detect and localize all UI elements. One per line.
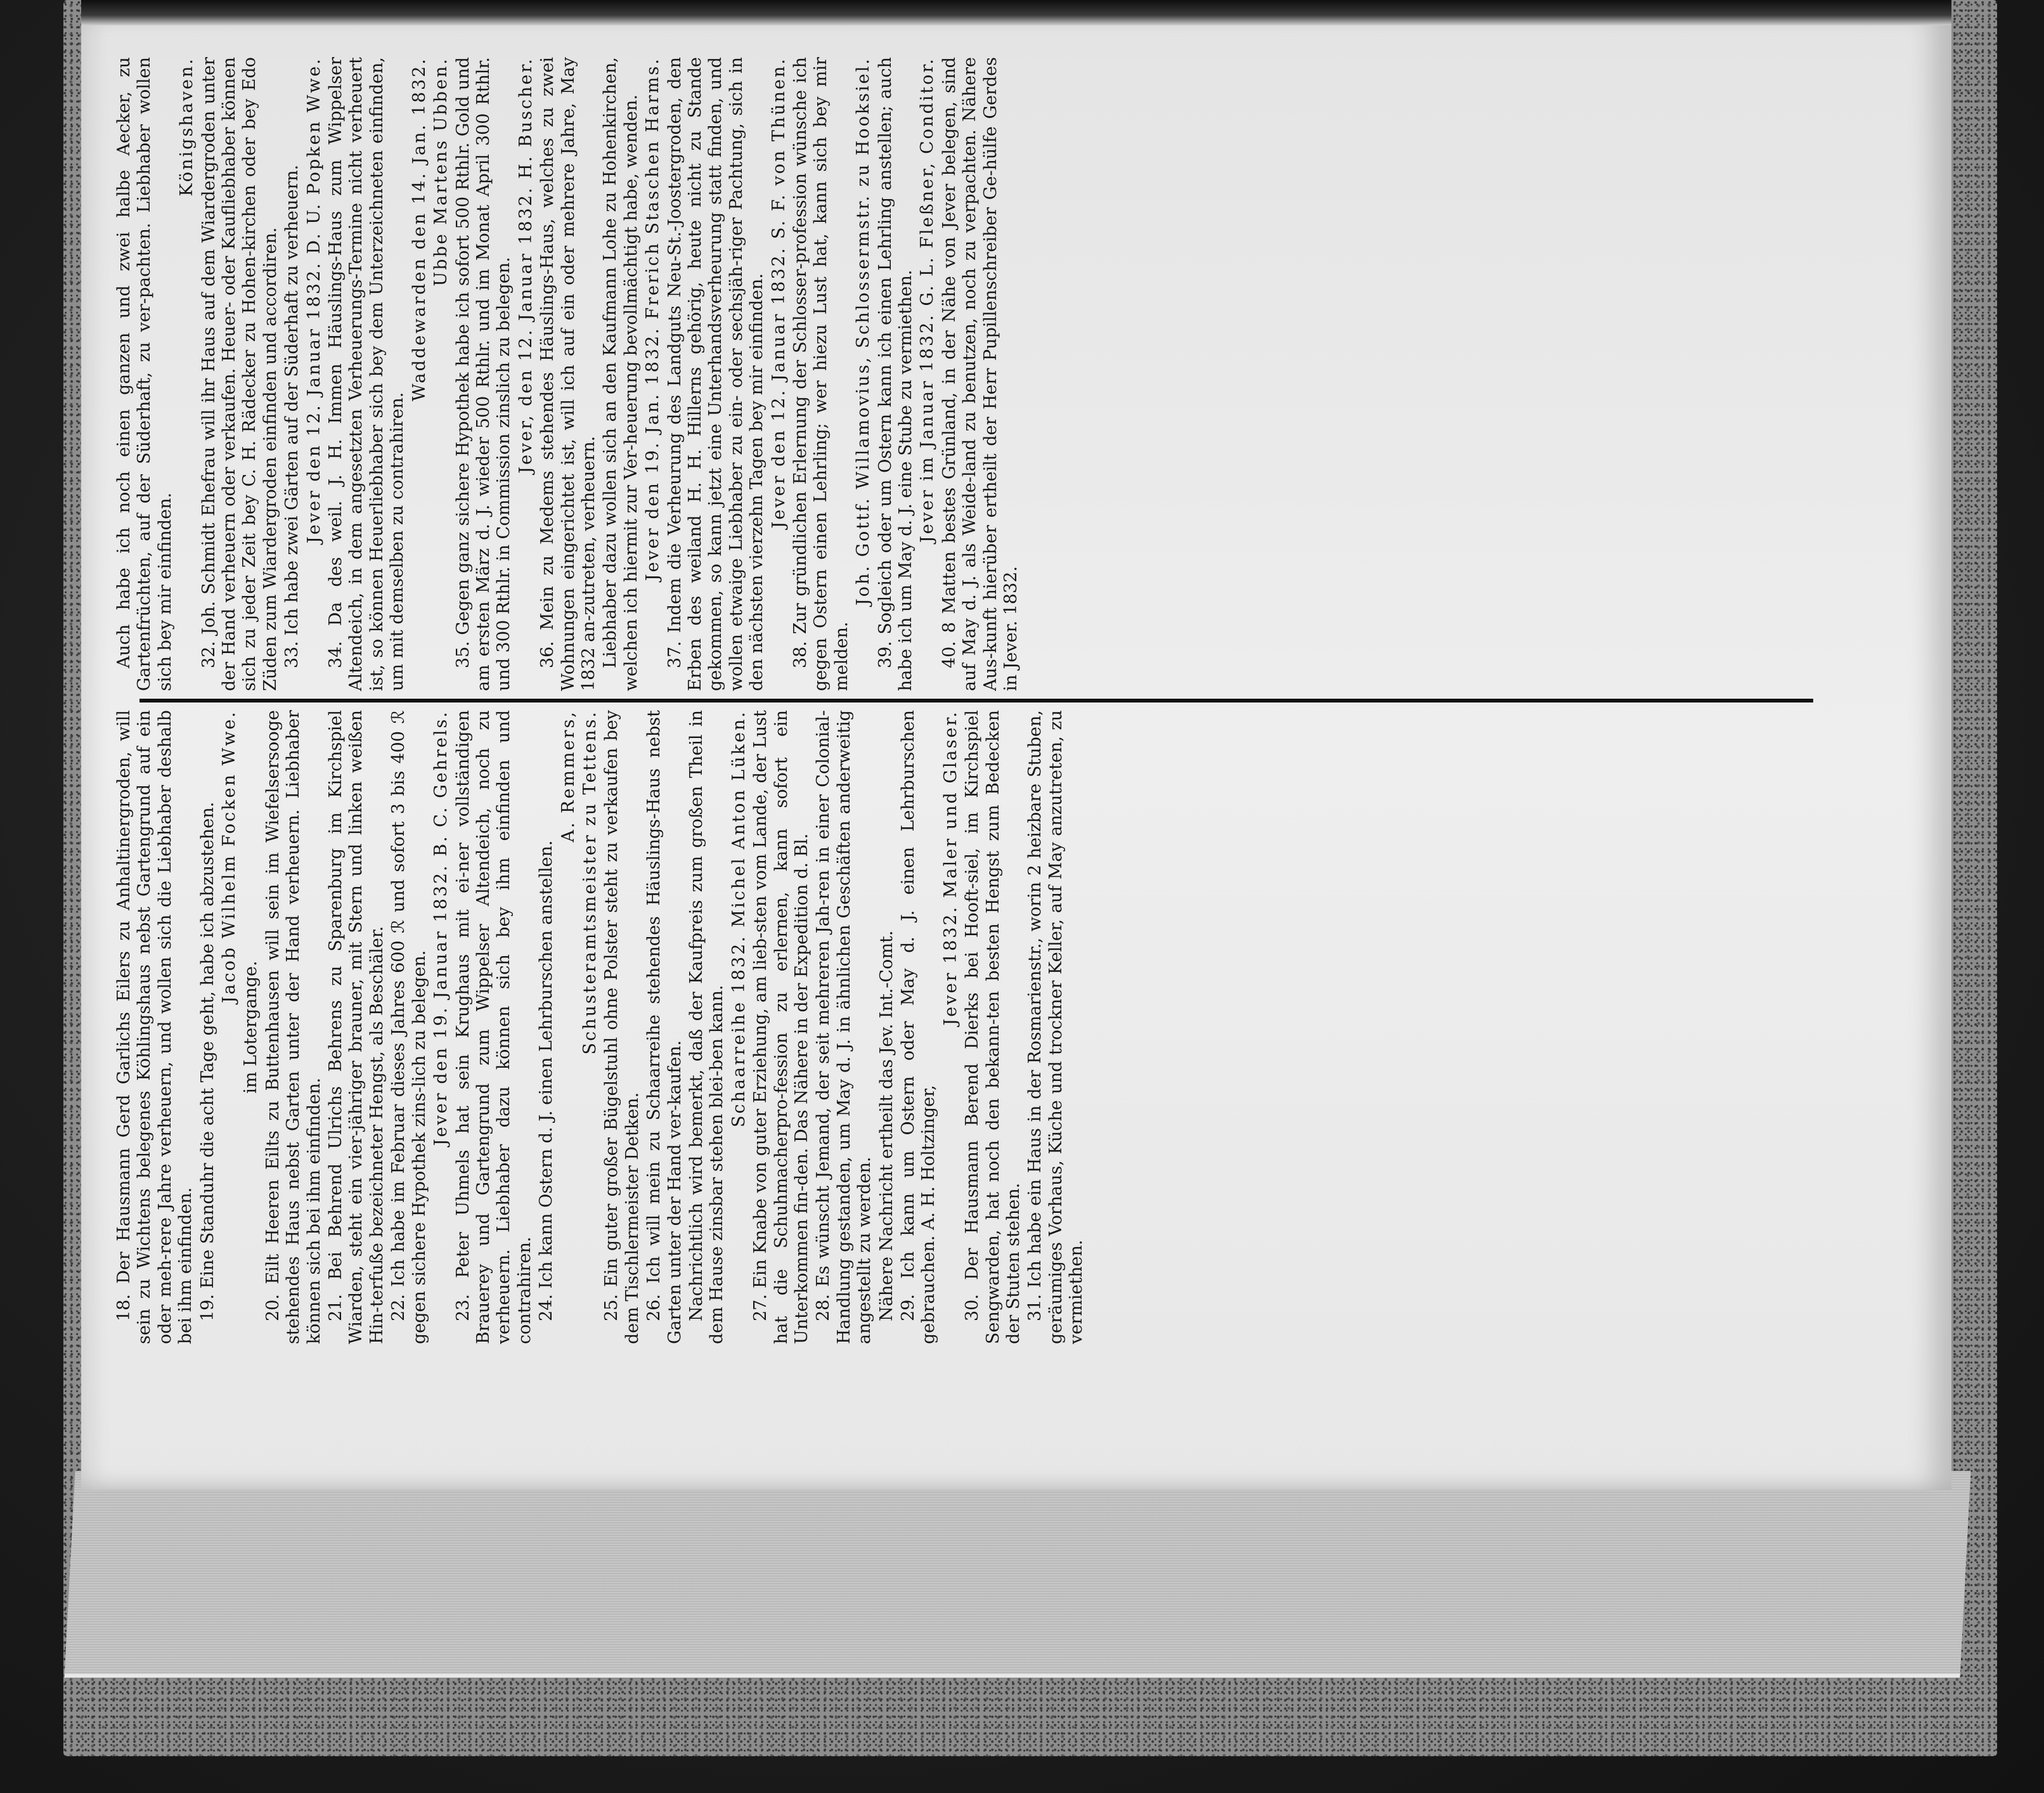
advertisement-signature: Jever im Januar 1832. G. L. Fleßner, Conditor. [917,57,938,543]
advertisement-text: 18. Der Hausmann Gerd Garlichs Eilers zu Anhaltinergroden, will sein zu Wichtens belegenes Köhlingshaus nebst Gartengrund auf ein oder meh-rere Jahre verheuern, und wollen sich die Liebhaber deshalb bei ihm einfinden. [114,710,196,1344]
advertisement-text: 22. Ich habe im Februar dieses Jahres 600 ℛ und sofort 3 bis 400 ℛ gegen sichere Hypothek zins-lich zu belegen. [389,710,429,1344]
column-divider [139,699,1813,702]
advertisement-text: 30. Der Hausmann Berend Dierks bei Hooft-siel, im Kirchspiel Sengwarden, hat noch den bekann-ten besten Hengst zum Bedecken der Stuten stehen. [962,710,1024,1344]
advertisement-text: Nähere Nachricht ertheilt das Jev. Int.-Comt. [876,930,896,1321]
page-top-fold [81,0,1951,25]
advertisement-signature: Jever den 19. Januar 1832. B. C. Gehrels. [431,710,451,1146]
advertisement-text: 31. Ich habe ein Haus in der Rosmarienstr., worin 2 heizbare Stuben, geräumiges Vorhaus, Küche und trockner Keller, auf May anzutreten, zu vermiethen. [1025,710,1087,1344]
advertisement-text: Nachrichtlich wird bemerkt, daß der Kaufpreis zum großen Theil in dem Hause zinsbar stehen blei-ben kann. [686,710,727,1344]
advertisement-text: 21. Bei Behrend Ulrichs Behrens zu Sparenburg im Kirchspiel Wiarden, steht ein vier-jähriger brauner, mit Stern und linken weißen Hin-terfuße bezeichneter Hengst, als Beschäler. [326,710,387,1344]
column-left [114,710,1851,1344]
advertisement-text: 19. Eine Standuhr die acht Tage geht, habe ich abzustehen. [197,801,217,1321]
advertisement-text: 38. Zur gründlichen Erlernung der Schlosser-profession wünsche ich gegen Ostern einen Lehrling; wer hiezu Lust hat, kann sich bey mir melden. [791,57,851,691]
advertisement-signature: Königshaven. [177,57,197,197]
advertisement-signature: Schaarreihe 1832. Michel Anton Lüken. [728,710,749,1128]
advertisement-signature: Jever den 12. Januar 1832. S. F. von Thünen. [768,57,789,529]
advertisement-text: Auch habe ich noch einen ganzen und zwei halbe Aecker, zu Gartenfrüchten, auf der Süderhaft, zu ver-pachten. Liebhaber wollen sich bey mir einfinden. [114,57,175,691]
advertisement-text: 32. Joh. Schmidt Ehefrau will ihr Haus auf dem Wiardergroden unter der Hand verheuern oder verkaufen. Heuer- oder Kaufliebhaber können sich zu jeder Zeit bey C. H. Rädecker zu Hohen-kirchen oder bey Edo Züden zum Wiardergroden einfinden und accordiren. [198,57,280,691]
advertisement-signature: Waddewarden den 14. Jan. 1832. [409,57,429,401]
advertisement-text: 33. Ich habe zwei Gärten auf der Süderhaft zu verheuern. [282,164,302,668]
advertisement-signature: Jever den 19. Jan. 1832. Frerich Staschen Harms. [643,57,663,581]
advertisement-text: 39. Sogleich oder um Ostern kann ich einen Lehrling anstellen; auch habe ich um May d. J. eine Stube zu vermiethen. [875,57,916,691]
advertisement-signature: Schusteramtsmeister zu Tettens. [579,710,600,1055]
page-edges [64,1471,1970,1678]
advertisement-text: 34. Da des weil. J. H. Immen Häuslings-Haus zum Wippelser Altendeich, in dem angesetzten Verheuerungs-Termine nicht verheuert ist, so können Heuerliebhaber sich bey dem Unterzeichneten einfinden, um mit demselben zu contrahiren. [326,57,408,691]
advertisement-text: 37. Indem die Verheurung des Landguts Neu-St.-Joostergroden, den Erben des weiland H. H. Hillerns gehörig, heute nicht zu Stande gekommen, so kann jetzt eine Unterhandsverheurung statt finden, und wollen etwaige Liebhaber zu ein- oder sechsjäh-riger Pachtung, sich in den nächsten vierzehn Tagen bey mir einfinden. [664,57,767,691]
advertisement-signature: im Lotergange. [241,961,261,1094]
advertisement-text: 27. Ein Knabe von guter Erziehung, am lieb-sten vom Lande, der Lust hat die Schuhmacherpro-fession zu erlernen, kann sofort ein Unterkommen fin-den. Das Nähere in der Expedition d. Bl. [751,710,812,1344]
advertisement-text: 28. Es wünscht Jemand, der seit mehreren Jah-ren in einer Colonial-Handlung gestanden, um May d. J. in ähnlichen Geschäften anderweitig angestellt zu werden. [813,710,875,1344]
page-content-rotated [114,57,1851,1344]
advertisement-text: 25. Ein guter großer Bügelstuhl ohne Polster steht zu verkaufen bey dem Tischlermeister Detken. [602,710,642,1344]
advertisement-text: 23. Peter Uhmels hat sein Krughaus mit ei-ner vollständigen Brauerey und Gartengrund zum Wippelser Altendeich, noch zu verheuern. Liebhaber dazu können sich bey ihm einfinden und contrahiren. [453,710,534,1344]
advertisement-signature: Jever, den 12. Januar 1832. H. Buscher. [515,57,536,474]
advertisement-signature: Ubbe Martens Ubben. [431,57,451,287]
advertisement-signature: Jever den 12. Januar 1832. D. U. Popken Wwe. [304,57,324,544]
advertisement-text: Liebhaber dazu wollen sich an den Kaufmann Lohe zu Hohenkirchen, welchen ich hiermit zur Ver-heuerung bevollmächtigt habe, wenden. [600,57,641,691]
column-right [114,57,1851,691]
advertisement-signature: Jacob Wilhelm Focken Wwe. [219,710,240,1004]
advertisement-signature: Jever 1832. Maler und Glaser. [940,710,961,1026]
advertisement-text: 29. Ich kann um Ostern oder May d. J. einen Lehrburschen gebrauchen. A. H. Holtzinger, [898,710,939,1344]
advertisement-signature: A. Remmers, [558,710,578,843]
advertisement-text: 20. Eilt Heeren Eilts zu Buttenhausen will sein im Wiefelsersooge stehendes Haus nebst Garten unter der Hand verheuern. Liebhaber können sich bei ihm einfinden. [262,710,324,1344]
advertisement-text: 36. Mein zu Medems stehendes Häuslings-Haus, welches zu zwei Wohnungen eingerichtet ist, will ich auf ein oder mehrere Jahre, May 1832 an-zutreten, verheuern. [538,57,598,691]
advertisement-text: 40. 8 Matten bestes Grünland, in der Nähe von Jever belegen, sind auf May d. J. als Weide-land zu benutzen, noch zu verpachten. Nähere Aus-kunft hierüber ertheilt der Herr Pupillenschreiber Ge-hülfe Gerdes in Jever. 1832. [939,57,1021,691]
advertisement-text: 24. Ich kann Ostern d. J. einen Lehrburschen anstellen. [536,840,557,1321]
advertisement-text: 26. Ich will mein zu Schaarreihe stehendes Häuslings-Haus nebst Garten unter der Hand ver-kaufen. [644,710,685,1344]
advertisement-signature: Joh. Gottf. Willamovius, Schlossermstr. zu Hooksiel. [853,57,874,606]
advertisement-text: 35. Gegen ganz sichere Hypothek habe ich sofort 500 Rthlr. Gold und am ersten März d. J. wieder 500 Rthlr. und im Monat April 300 Rthlr. und 300 Rthlr. in Commission zinslich zu belegen. [453,57,514,691]
